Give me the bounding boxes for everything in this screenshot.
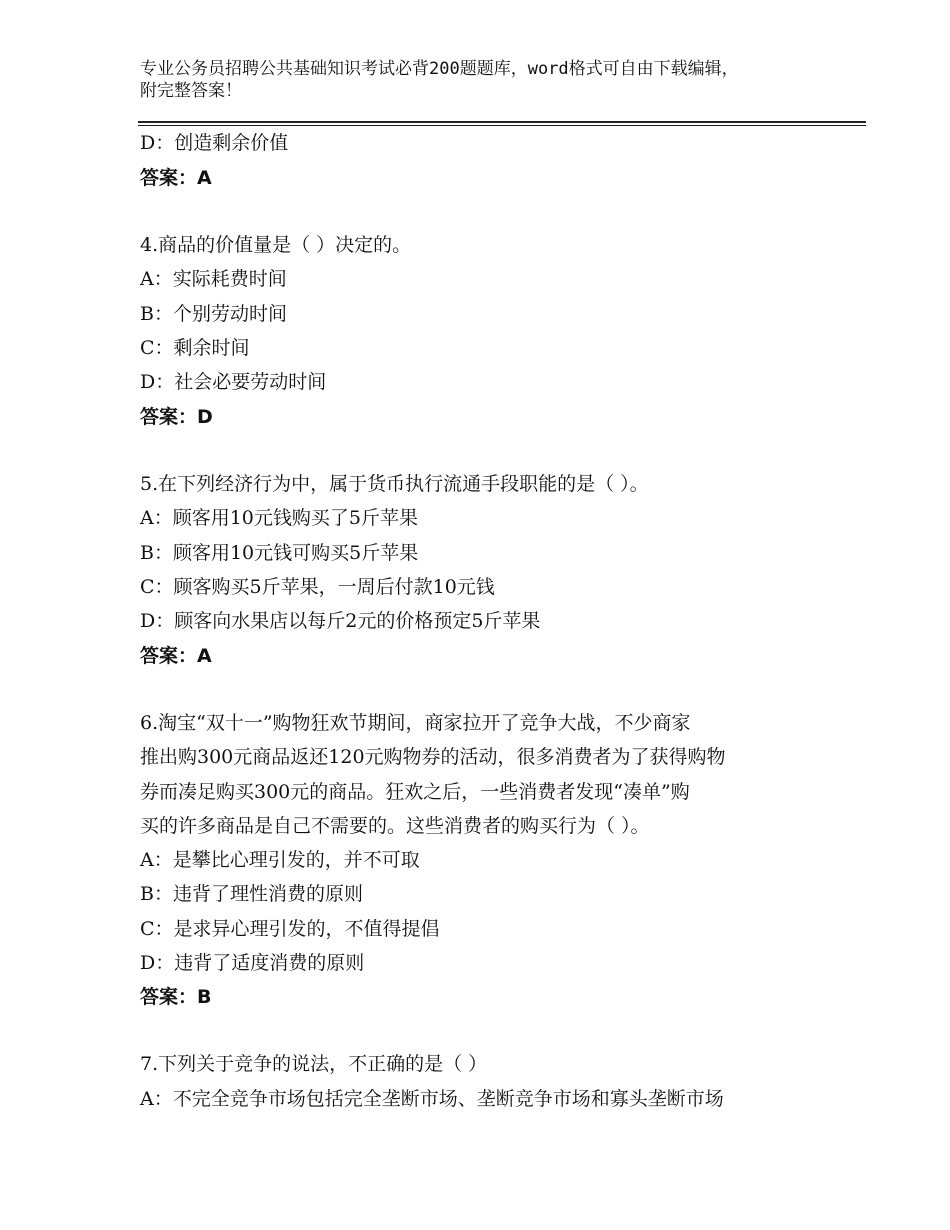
q4-stem: 4.商品的价值量是（ ）决定的。	[140, 234, 412, 256]
q4-answer: 答案：D	[140, 406, 213, 428]
q6-stem-line-3: 券而凑足购买300元的商品。狂欢之后，一些消费者发现“凑单”购	[140, 781, 690, 803]
q5-answer: 答案：A	[140, 645, 212, 667]
q4-option-d: D：社会必要劳动时间	[140, 371, 327, 393]
q3-answer: 答案：A	[140, 167, 212, 189]
q5-option-a: A：顾客用10元钱购买了5斤苹果	[140, 507, 418, 529]
q5-stem: 5.在下列经济行为中，属于货币执行流通手段职能的是（ ）。	[140, 473, 649, 495]
q6-option-b: B：违背了理性消费的原则	[140, 883, 363, 905]
q7-stem: 7.下列关于竞争的说法，不正确的是（ ）	[140, 1053, 488, 1075]
q4-option-b: B：个别劳动时间	[140, 303, 287, 325]
q3-option-d: D：创造剩余价值	[140, 132, 289, 154]
q6-stem-line-2: 推出购300元商品返还120元购物券的活动，很多消费者为了获得购物	[140, 746, 726, 768]
q4-option-a: A：实际耗费时间	[140, 268, 287, 290]
q7-option-a: A：不完全竞争市场包括完全垄断市场、垄断竞争市场和寡头垄断市场	[140, 1088, 724, 1110]
header-divider-thick	[138, 121, 866, 123]
q6-option-c: C：是求异心理引发的，不值得提倡	[140, 918, 440, 940]
q6-answer: 答案：B	[140, 986, 212, 1008]
document-header	[140, 58, 820, 102]
q5-option-b: B：顾客用10元钱可购买5斤苹果	[140, 542, 419, 564]
header-title-line-2: 附完整答案！	[140, 81, 242, 101]
q6-stem-line-1: 6.淘宝“双十一”购物狂欢节期间，商家拉开了竞争大战，不少商家	[140, 712, 691, 734]
q6-stem-line-4: 买的许多商品是自己不需要的。这些消费者的购买行为（ ）。	[140, 815, 650, 837]
header-divider-thin	[138, 125, 866, 126]
q4-option-c: C：剩余时间	[140, 337, 250, 359]
q6-option-d: D：违背了适度消费的原则	[140, 952, 365, 974]
q6-option-a: A：是攀比心理引发的，并不可取	[140, 849, 420, 871]
q5-option-c: C：顾客购买5斤苹果，一周后付款10元钱	[140, 576, 495, 598]
q5-option-d: D：顾客向水果店以每斤2元的价格预定5斤苹果	[140, 610, 541, 632]
header-title-line-1: 专业公务员招聘公共基础知识考试必背200题题库，word格式可自由下载编辑，	[140, 59, 739, 79]
